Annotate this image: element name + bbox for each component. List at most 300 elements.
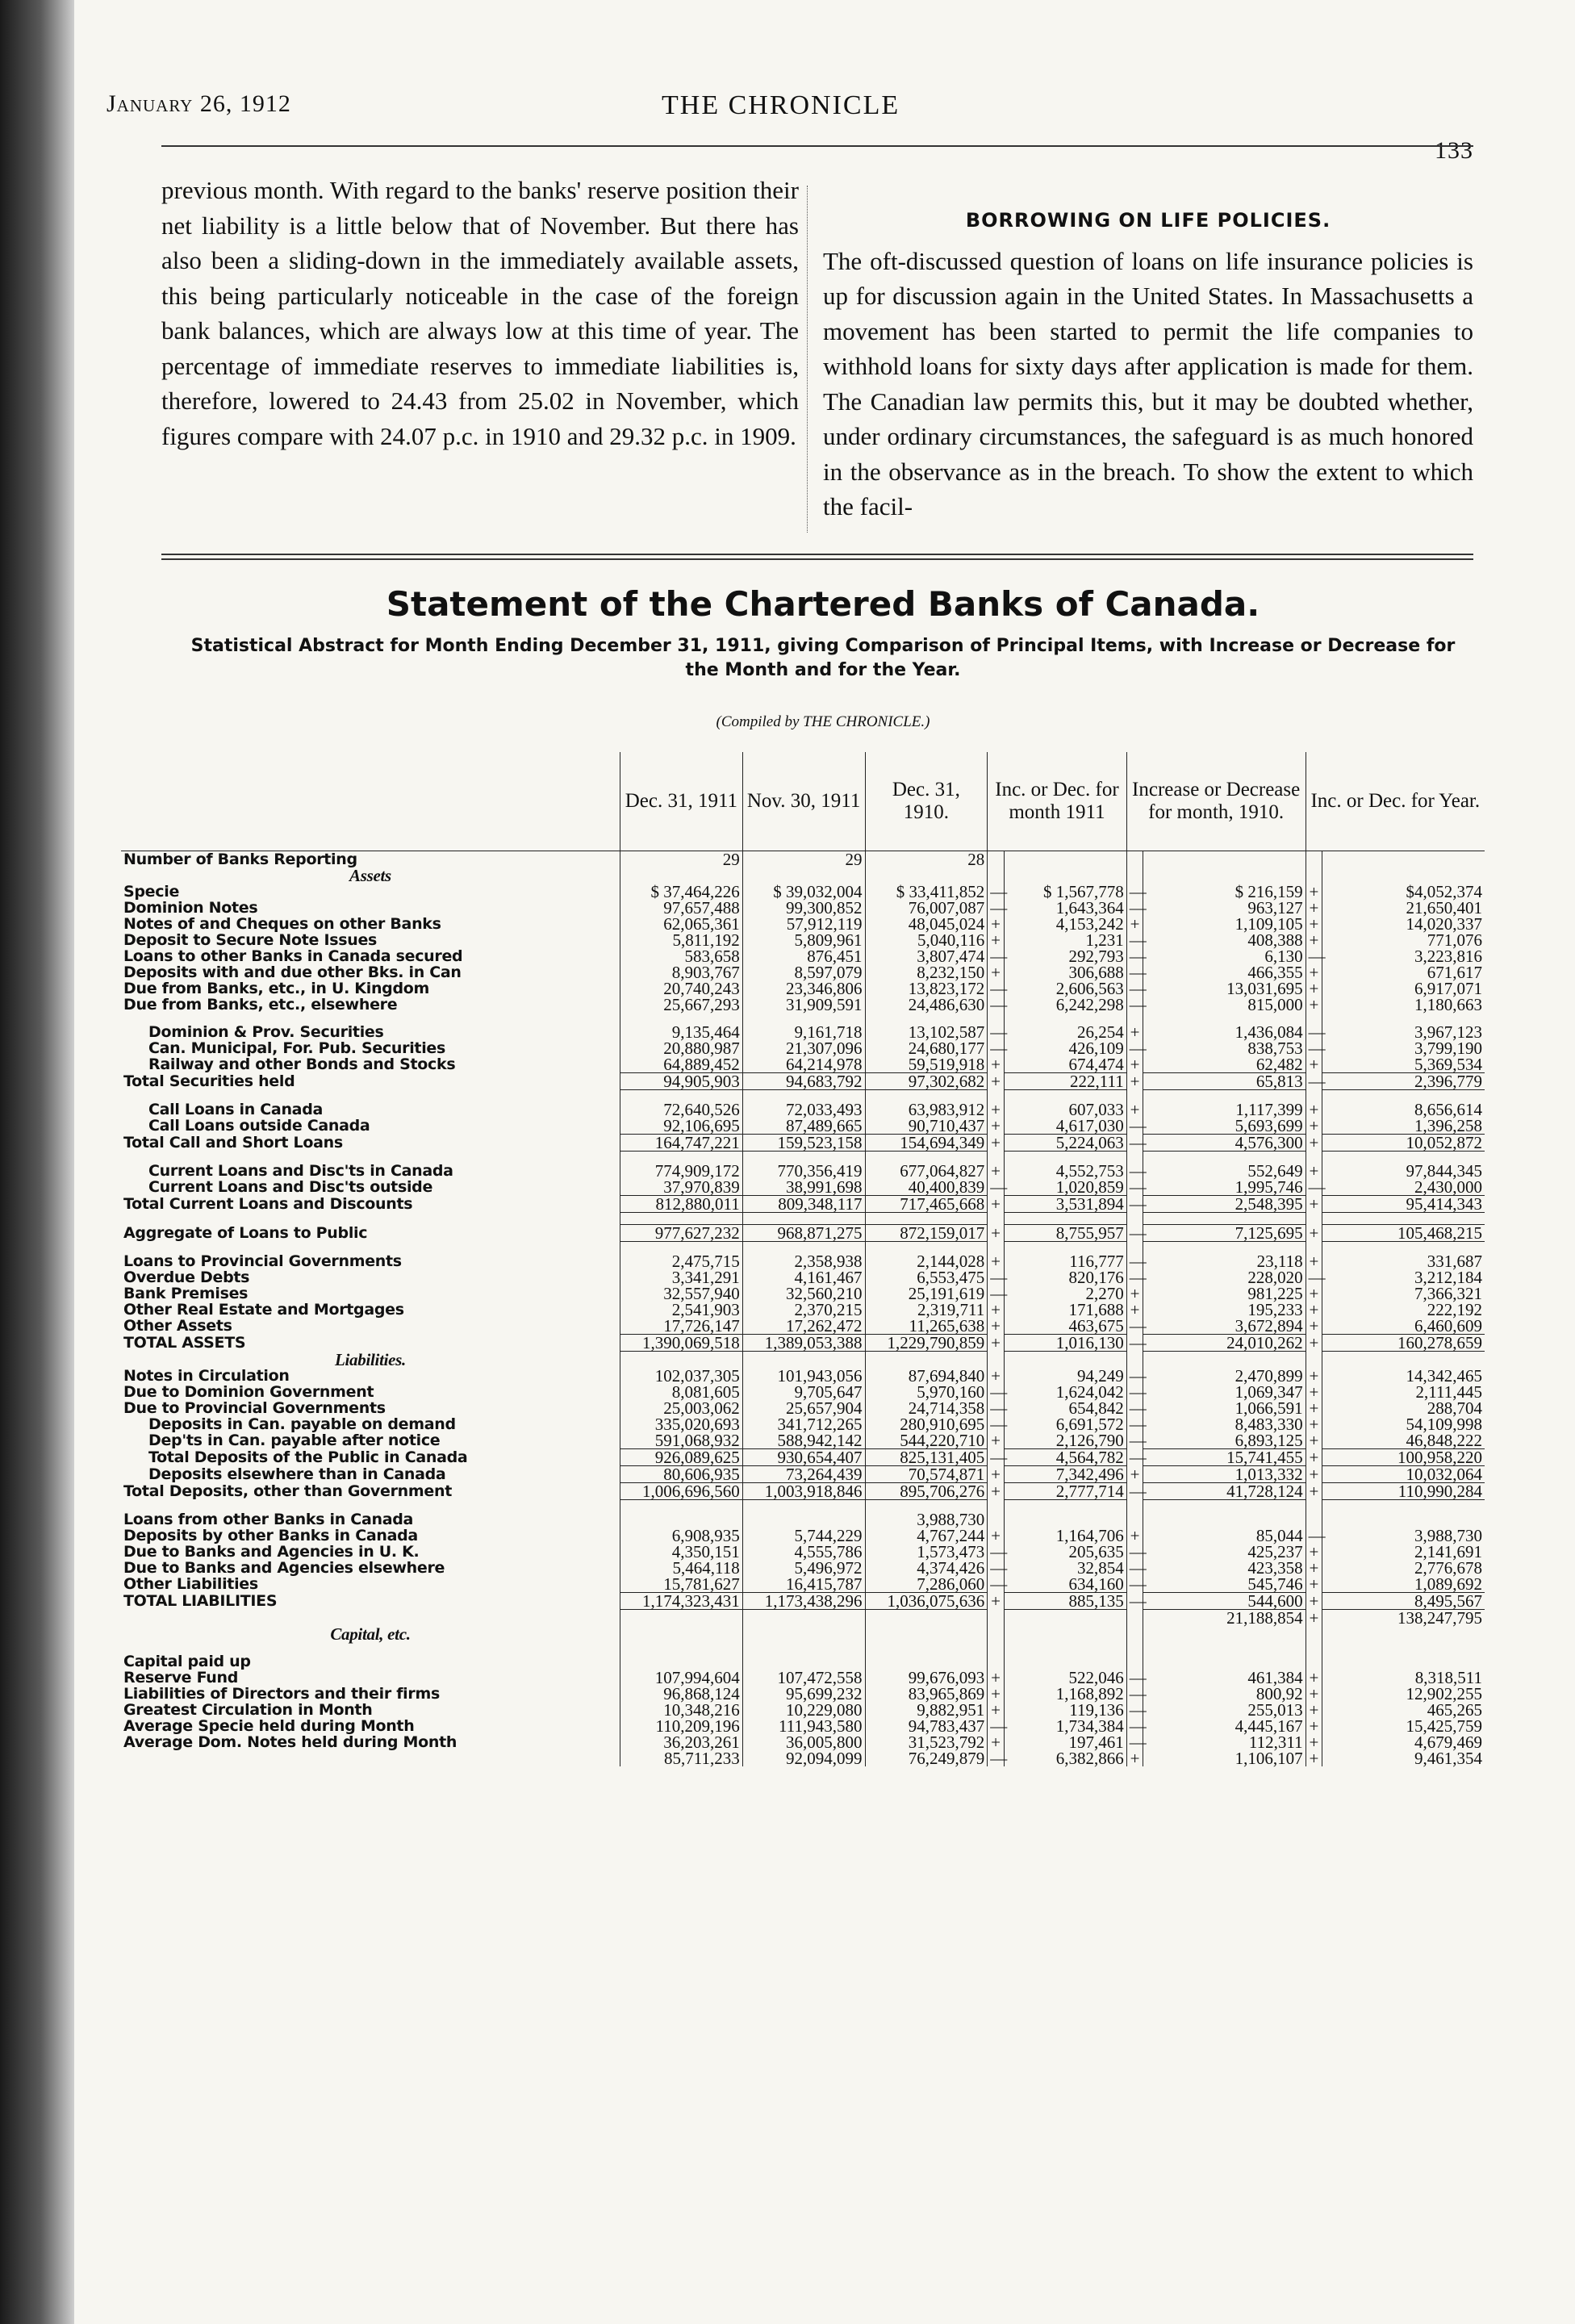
spacer-cell bbox=[121, 1242, 620, 1254]
value-cell: 90,710,437 bbox=[865, 1118, 988, 1135]
value-cell: 80,606,935 bbox=[620, 1466, 743, 1483]
article bbox=[823, 203, 1473, 525]
row-label: Aggregate of Loans to Public bbox=[123, 1224, 368, 1242]
value-cell: 4,617,030 bbox=[1004, 1118, 1126, 1135]
value-cell: 2,396,779 bbox=[1322, 1073, 1485, 1090]
value-cell: 1,390,069,518 bbox=[620, 1335, 743, 1352]
sign-cell: + bbox=[1126, 1528, 1143, 1544]
value-cell: 70,574,871 bbox=[865, 1466, 988, 1483]
sign-cell bbox=[1306, 851, 1322, 868]
value-cell: 73,264,439 bbox=[742, 1466, 865, 1483]
sign-cell bbox=[1126, 1511, 1143, 1528]
value-cell: 1,573,473 bbox=[865, 1544, 988, 1560]
sign-cell: + bbox=[1306, 1285, 1322, 1302]
value-cell: 5,369,534 bbox=[1322, 1056, 1485, 1073]
spacer-cell bbox=[121, 1013, 620, 1024]
row-label: Total Deposits, other than Government bbox=[123, 1482, 452, 1500]
book-spine-shadow bbox=[0, 0, 74, 2324]
value-cell: 32,854 bbox=[1004, 1560, 1126, 1576]
header-publication: THE CHRONICLE bbox=[662, 90, 900, 120]
table-row bbox=[121, 851, 1485, 868]
blank-cell bbox=[1322, 1352, 1485, 1369]
table-row bbox=[121, 884, 1485, 900]
value-cell: 76,249,879 bbox=[865, 1750, 988, 1766]
value-cell: 591,068,932 bbox=[620, 1432, 743, 1449]
sign-cell: + bbox=[988, 1335, 1005, 1352]
row-label: Due from Banks, etc., in U. Kingdom bbox=[123, 980, 430, 997]
table-row bbox=[121, 1040, 1485, 1056]
sign-cell: + bbox=[1126, 1056, 1143, 1073]
sign-cell: — bbox=[1126, 900, 1143, 916]
blank-cell bbox=[742, 1626, 865, 1642]
spacer-cell bbox=[1004, 1642, 1126, 1653]
row-label: Railway and other Bonds and Stocks bbox=[148, 1055, 456, 1074]
value-cell: 5,040,116 bbox=[865, 932, 988, 948]
sign-cell: — bbox=[1126, 1686, 1143, 1702]
blank-cell bbox=[865, 1626, 988, 1642]
value-cell: 825,131,405 bbox=[865, 1449, 988, 1466]
value-cell: 11,265,638 bbox=[865, 1318, 988, 1335]
sign-cell: — bbox=[1306, 1040, 1322, 1056]
value-cell: 800,92 bbox=[1143, 1686, 1306, 1702]
value-cell: 195,233 bbox=[1143, 1302, 1306, 1318]
spacer-cell bbox=[988, 1642, 1005, 1653]
value-cell: 48,045,024 bbox=[865, 916, 988, 932]
blank-cell bbox=[1004, 867, 1126, 884]
sign-cell: + bbox=[988, 1734, 1005, 1750]
value-cell: 102,037,305 bbox=[620, 1368, 743, 1384]
table-row bbox=[121, 1466, 1485, 1483]
value-cell: 14,020,337 bbox=[1322, 916, 1485, 932]
value-cell: 36,005,800 bbox=[742, 1734, 865, 1750]
sign-cell bbox=[1126, 1653, 1143, 1670]
value-cell: 205,635 bbox=[1004, 1544, 1126, 1560]
blank-cell bbox=[620, 867, 743, 884]
col-header-nov-1911: Nov. 30, 1911 bbox=[742, 752, 865, 851]
value-cell: 1,396,258 bbox=[1322, 1118, 1485, 1135]
value-cell bbox=[1322, 1511, 1485, 1528]
value-cell: 1,174,323,431 bbox=[620, 1593, 743, 1610]
table-row bbox=[121, 916, 1485, 932]
value-cell: 1,436,084 bbox=[1143, 1024, 1306, 1040]
value-cell: 6,893,125 bbox=[1143, 1432, 1306, 1449]
value-cell: 83,965,869 bbox=[865, 1686, 988, 1702]
value-cell: 62,482 bbox=[1143, 1056, 1306, 1073]
sign-cell: — bbox=[988, 1544, 1005, 1560]
row-label: Dep'ts in Can. payable after notice bbox=[148, 1432, 441, 1450]
sign-cell: + bbox=[1126, 1302, 1143, 1318]
sign-cell: + bbox=[1306, 1449, 1322, 1466]
value-cell: 5,693,699 bbox=[1143, 1118, 1306, 1135]
value-cell: 15,781,627 bbox=[620, 1576, 743, 1593]
value-cell: 62,065,361 bbox=[620, 916, 743, 932]
value-cell: 6,917,071 bbox=[1322, 980, 1485, 997]
sign-cell: — bbox=[988, 1718, 1005, 1734]
table-spacer-row bbox=[121, 1500, 1485, 1512]
value-cell: 6,553,475 bbox=[865, 1269, 988, 1285]
value-cell: 2,776,678 bbox=[1322, 1560, 1485, 1576]
sign-cell: + bbox=[1306, 916, 1322, 932]
sign-cell: + bbox=[1306, 900, 1322, 916]
spacer-cell bbox=[121, 1090, 620, 1102]
table-row bbox=[121, 948, 1485, 964]
col-header-year: Inc. or Dec. for Year. bbox=[1306, 752, 1485, 851]
value-cell: 463,675 bbox=[1004, 1318, 1126, 1335]
sign-cell: — bbox=[1306, 1179, 1322, 1196]
sign-cell: + bbox=[1306, 980, 1322, 997]
sign-cell: + bbox=[1306, 1056, 1322, 1073]
value-cell: 677,064,827 bbox=[865, 1163, 988, 1179]
value-cell: 1,168,892 bbox=[1004, 1686, 1126, 1702]
sign-cell bbox=[988, 1653, 1005, 1670]
value-cell: 111,943,580 bbox=[742, 1718, 865, 1734]
value-cell: $ 33,411,852 bbox=[865, 884, 988, 900]
blank-cell bbox=[1126, 867, 1143, 884]
value-cell: 552,649 bbox=[1143, 1163, 1306, 1179]
value-cell: 110,209,196 bbox=[620, 1718, 743, 1734]
table-row bbox=[121, 1179, 1485, 1196]
sign-cell: — bbox=[1126, 1734, 1143, 1750]
value-cell: 1,229,790,859 bbox=[865, 1335, 988, 1352]
value-cell: 1,643,364 bbox=[1004, 900, 1126, 916]
value-cell: 6,242,298 bbox=[1004, 997, 1126, 1013]
value-cell: 105,468,215 bbox=[1322, 1225, 1485, 1242]
value-cell: 9,882,951 bbox=[865, 1702, 988, 1718]
sign-cell: + bbox=[1306, 1368, 1322, 1384]
table-row bbox=[121, 1163, 1485, 1179]
value-cell: 634,160 bbox=[1004, 1576, 1126, 1593]
value-cell bbox=[1004, 1653, 1126, 1670]
value-cell: 94,249 bbox=[1004, 1368, 1126, 1384]
col-header-dec-1911: Dec. 31, 1911 bbox=[620, 752, 743, 851]
value-cell: 1,117,399 bbox=[1143, 1101, 1306, 1118]
value-cell: 2,541,903 bbox=[620, 1302, 743, 1318]
value-cell: 31,909,591 bbox=[742, 997, 865, 1013]
table-row bbox=[121, 1702, 1485, 1718]
section-label: Liabilities. bbox=[335, 1349, 406, 1369]
row-label: Call Loans outside Canada bbox=[148, 1117, 370, 1135]
section-label: Assets bbox=[349, 866, 391, 885]
value-cell: 94,683,792 bbox=[742, 1073, 865, 1090]
sign-cell: + bbox=[1306, 932, 1322, 948]
value-cell: 5,970,160 bbox=[865, 1384, 988, 1400]
table-row bbox=[121, 1718, 1485, 1734]
value-cell: 1,106,107 bbox=[1143, 1750, 1306, 1766]
intro-text: previous month. With regard to the banks' reserve position their net liability is a little below that of November. But there has also been a sliding-down in the immediately available assets, this being particularly noticeable in the case of the foreign bank balances, which are always low at this time of year. The percentage of immediate reserves to immediate liabilities is, therefore, lowered to 24.43 from 25.02 in November, which figures compare with 24.07 p.c. in 1910 and 29.32 p.c. in 1909. bbox=[161, 176, 799, 450]
value-cell: 7,342,496 bbox=[1004, 1466, 1126, 1483]
value-cell: 97,302,682 bbox=[865, 1073, 988, 1090]
value-cell: 838,753 bbox=[1143, 1040, 1306, 1056]
value-cell: 110,990,284 bbox=[1322, 1483, 1485, 1500]
table-row bbox=[121, 1734, 1485, 1750]
value-cell: 85,711,233 bbox=[620, 1750, 743, 1766]
row-label: Total Current Loans and Discounts bbox=[123, 1195, 413, 1213]
table-row bbox=[121, 1610, 1485, 1627]
value-cell: 25,191,619 bbox=[865, 1285, 988, 1302]
sign-cell bbox=[988, 1610, 1005, 1627]
sign-cell: — bbox=[988, 980, 1005, 997]
sign-cell: + bbox=[1306, 1686, 1322, 1702]
table-subtitle: Statistical Abstract for Month Ending December 31, 1911, giving Comparison of Principal Items, with Increase or Decrease for the Month and for the Year. bbox=[190, 636, 1456, 680]
blank-cell bbox=[988, 867, 1005, 884]
sign-cell: — bbox=[1126, 1384, 1143, 1400]
value-cell: 8,903,767 bbox=[620, 964, 743, 980]
row-label: Total Deposits of the Public in Canada bbox=[148, 1448, 468, 1466]
table-row bbox=[121, 1285, 1485, 1302]
section-rule bbox=[161, 554, 1473, 555]
value-cell: 21,188,854 bbox=[1143, 1610, 1306, 1627]
sign-cell: — bbox=[1126, 1432, 1143, 1449]
sign-cell: + bbox=[1306, 1416, 1322, 1432]
spacer-cell bbox=[1143, 1500, 1306, 1512]
sign-cell: — bbox=[988, 1416, 1005, 1432]
value-cell: 288,704 bbox=[1322, 1400, 1485, 1416]
sign-cell: + bbox=[1306, 1318, 1322, 1335]
sign-cell: — bbox=[988, 1384, 1005, 1400]
value-cell: 3,212,184 bbox=[1322, 1269, 1485, 1285]
sign-cell: + bbox=[1306, 1610, 1322, 1627]
value-cell: 3,223,816 bbox=[1322, 948, 1485, 964]
value-cell: 171,688 bbox=[1004, 1302, 1126, 1318]
row-label: Current Loans and Disc'ts in Canada bbox=[148, 1162, 453, 1180]
spacer-cell bbox=[121, 1213, 620, 1225]
row-label: Other Real Estate and Mortgages bbox=[123, 1301, 404, 1319]
sign-cell: + bbox=[1306, 1196, 1322, 1213]
value-cell: 4,767,244 bbox=[865, 1528, 988, 1544]
value-cell: 4,161,467 bbox=[742, 1269, 865, 1285]
table-section-row bbox=[121, 1626, 1485, 1642]
value-cell: 9,135,464 bbox=[620, 1024, 743, 1040]
value-cell: 1,069,347 bbox=[1143, 1384, 1306, 1400]
value-cell: 138,247,795 bbox=[1322, 1610, 1485, 1627]
sign-cell: + bbox=[1306, 997, 1322, 1013]
sign-cell: + bbox=[1306, 1302, 1322, 1318]
value-cell: 4,350,151 bbox=[620, 1544, 743, 1560]
value-cell: 2,358,938 bbox=[742, 1253, 865, 1269]
value-cell: 522,046 bbox=[1004, 1670, 1126, 1686]
row-label: Capital paid up bbox=[123, 1653, 251, 1670]
value-cell: 87,694,840 bbox=[865, 1368, 988, 1384]
sign-cell: — bbox=[1126, 1368, 1143, 1384]
row-label: Notes of and Cheques on other Banks bbox=[123, 915, 441, 933]
value-cell: 1,624,042 bbox=[1004, 1384, 1126, 1400]
value-cell: 17,262,472 bbox=[742, 1318, 865, 1335]
row-label: Total Securities held bbox=[123, 1072, 295, 1090]
sign-cell: + bbox=[988, 1318, 1005, 1335]
value-cell: 4,679,469 bbox=[1322, 1734, 1485, 1750]
blank-cell bbox=[1306, 1626, 1322, 1642]
value-cell: $4,052,374 bbox=[1322, 884, 1485, 900]
value-cell: 10,052,872 bbox=[1322, 1135, 1485, 1152]
value-cell: 583,658 bbox=[620, 948, 743, 964]
value-cell bbox=[1143, 1653, 1306, 1670]
value-cell: 8,483,330 bbox=[1143, 1416, 1306, 1432]
value-cell: 544,220,710 bbox=[865, 1432, 988, 1449]
sign-cell: + bbox=[988, 1163, 1005, 1179]
row-label: Average Dom. Notes held during Month bbox=[123, 1733, 457, 1751]
article-text: The oft-discussed question of loans on life insurance policies is up for discussion again in the United States. In Massachusetts a movement has been started to permit the life companies to withhold loans for sixty days after application is made for them. The Canadian law permits this, but it may be doubted whether, under ordinary circumstances, the safeguard is as much honored in the observance as in the breach. To show the extent to which the facil- bbox=[823, 246, 1473, 520]
spacer-cell bbox=[121, 1152, 620, 1164]
value-cell: 8,597,079 bbox=[742, 964, 865, 980]
value-cell: 64,889,452 bbox=[620, 1056, 743, 1073]
value-cell: $ 37,464,226 bbox=[620, 884, 743, 900]
value-cell bbox=[1322, 1653, 1485, 1670]
intro-paragraph bbox=[161, 173, 799, 454]
value-cell: 771,076 bbox=[1322, 932, 1485, 948]
value-cell: 425,237 bbox=[1143, 1544, 1306, 1560]
table-row bbox=[121, 1269, 1485, 1285]
sign-cell: — bbox=[988, 1576, 1005, 1593]
sign-cell: — bbox=[1126, 932, 1143, 948]
sign-cell: — bbox=[1126, 1416, 1143, 1432]
value-cell: 164,747,221 bbox=[620, 1135, 743, 1152]
value-cell: 94,905,903 bbox=[620, 1073, 743, 1090]
blank-cell bbox=[1004, 1352, 1126, 1369]
table-row bbox=[121, 1528, 1485, 1544]
row-label: TOTAL ASSETS bbox=[123, 1334, 246, 1352]
value-cell: 9,705,647 bbox=[742, 1384, 865, 1400]
value-cell bbox=[742, 1610, 865, 1627]
value-cell: 46,848,222 bbox=[1322, 1432, 1485, 1449]
sign-cell bbox=[988, 1511, 1005, 1528]
value-cell: 15,425,759 bbox=[1322, 1718, 1485, 1734]
sign-cell: — bbox=[988, 1449, 1005, 1466]
value-cell: 981,225 bbox=[1143, 1285, 1306, 1302]
value-cell: 37,970,839 bbox=[620, 1179, 743, 1196]
row-label: Deposits by other Banks in Canada bbox=[123, 1527, 418, 1544]
sign-cell: + bbox=[988, 964, 1005, 980]
value-cell: 24,486,630 bbox=[865, 997, 988, 1013]
table-row bbox=[121, 1335, 1485, 1352]
value-cell: 671,617 bbox=[1322, 964, 1485, 980]
value-cell: 23,346,806 bbox=[742, 980, 865, 997]
sign-cell: + bbox=[1126, 916, 1143, 932]
value-cell: 423,358 bbox=[1143, 1560, 1306, 1576]
value-cell: 95,414,343 bbox=[1322, 1196, 1485, 1213]
value-cell: 119,136 bbox=[1004, 1702, 1126, 1718]
sign-cell: — bbox=[988, 1750, 1005, 1766]
value-cell: 29 bbox=[620, 851, 743, 868]
row-label: Specie bbox=[123, 883, 180, 901]
sign-cell: + bbox=[988, 1432, 1005, 1449]
value-cell: 1,164,706 bbox=[1004, 1528, 1126, 1544]
row-label: Overdue Debts bbox=[123, 1269, 250, 1286]
value-cell: 3,341,291 bbox=[620, 1269, 743, 1285]
sign-cell: + bbox=[1306, 1432, 1322, 1449]
value-cell: 59,519,918 bbox=[865, 1056, 988, 1073]
value-cell: 2,470,899 bbox=[1143, 1368, 1306, 1384]
value-cell: 26,254 bbox=[1004, 1024, 1126, 1040]
value-cell: 1,066,591 bbox=[1143, 1400, 1306, 1416]
sign-cell: + bbox=[1306, 1135, 1322, 1152]
table-title: Statement of the Chartered Banks of Canada. bbox=[386, 584, 1260, 624]
blank-cell bbox=[865, 1352, 988, 1369]
table-row bbox=[121, 1073, 1485, 1090]
value-cell: 24,680,177 bbox=[865, 1040, 988, 1056]
col-header-dec-1910: Dec. 31, 1910. bbox=[865, 752, 988, 851]
value-cell: 280,910,695 bbox=[865, 1416, 988, 1432]
value-cell: 2,270 bbox=[1004, 1285, 1126, 1302]
sign-cell: + bbox=[988, 1135, 1005, 1152]
spacer-cell bbox=[742, 1500, 865, 1512]
sign-cell: — bbox=[1126, 1718, 1143, 1734]
blank-cell bbox=[1306, 867, 1322, 884]
sign-cell: — bbox=[1126, 1135, 1143, 1152]
sign-cell: — bbox=[1126, 1318, 1143, 1335]
sign-cell: — bbox=[1306, 1073, 1322, 1090]
sign-cell: — bbox=[1126, 1544, 1143, 1560]
sign-cell: — bbox=[1126, 1593, 1143, 1610]
sign-cell: + bbox=[988, 1302, 1005, 1318]
value-cell: 1,013,332 bbox=[1143, 1466, 1306, 1483]
sign-cell: + bbox=[1306, 1118, 1322, 1135]
table-body bbox=[121, 851, 1485, 1767]
table-row bbox=[121, 1118, 1485, 1135]
table-row bbox=[121, 1511, 1485, 1528]
value-cell: 99,676,093 bbox=[865, 1670, 988, 1686]
value-cell: 222,192 bbox=[1322, 1302, 1485, 1318]
spacer-cell bbox=[1126, 1500, 1143, 1512]
sign-cell: + bbox=[988, 1593, 1005, 1610]
sign-cell: — bbox=[1126, 1670, 1143, 1686]
row-label: Total Call and Short Loans bbox=[123, 1134, 343, 1152]
row-label: Call Loans in Canada bbox=[148, 1101, 324, 1118]
blank-cell bbox=[742, 867, 865, 884]
value-cell: 8,232,150 bbox=[865, 964, 988, 980]
sign-cell: + bbox=[1306, 1718, 1322, 1734]
value-cell: 17,726,147 bbox=[620, 1318, 743, 1335]
sign-cell: — bbox=[988, 1560, 1005, 1576]
value-cell: 3,988,730 bbox=[865, 1511, 988, 1528]
value-cell: 2,430,000 bbox=[1322, 1179, 1485, 1196]
value-cell: 8,318,511 bbox=[1322, 1670, 1485, 1686]
table-row bbox=[121, 1432, 1485, 1449]
row-label: TOTAL LIABILITIES bbox=[123, 1592, 278, 1610]
value-cell: 23,118 bbox=[1143, 1253, 1306, 1269]
sign-cell: + bbox=[1126, 1024, 1143, 1040]
value-cell: 3,988,730 bbox=[1322, 1528, 1485, 1544]
value-cell: 2,370,215 bbox=[742, 1302, 865, 1318]
row-label: Other Assets bbox=[123, 1317, 232, 1335]
sign-cell: — bbox=[988, 1269, 1005, 1285]
value-cell: 32,557,940 bbox=[620, 1285, 743, 1302]
value-cell: 774,909,172 bbox=[620, 1163, 743, 1179]
value-cell: 10,229,080 bbox=[742, 1702, 865, 1718]
value-cell: 92,094,099 bbox=[742, 1750, 865, 1766]
row-label: Loans from other Banks in Canada bbox=[123, 1511, 414, 1528]
value-cell: 25,657,904 bbox=[742, 1400, 865, 1416]
value-cell: 101,943,056 bbox=[742, 1368, 865, 1384]
value-cell: 292,793 bbox=[1004, 948, 1126, 964]
sign-cell: + bbox=[988, 1368, 1005, 1384]
sign-cell: — bbox=[1126, 964, 1143, 980]
value-cell: 97,657,488 bbox=[620, 900, 743, 916]
sign-cell: — bbox=[1126, 1702, 1143, 1718]
value-cell bbox=[742, 1511, 865, 1528]
value-cell: 2,319,711 bbox=[865, 1302, 988, 1318]
spacer-cell bbox=[1306, 1642, 1322, 1653]
value-cell: 1,231 bbox=[1004, 932, 1126, 948]
value-cell bbox=[1004, 1610, 1126, 1627]
value-cell: 5,809,961 bbox=[742, 932, 865, 948]
blank-cell bbox=[988, 1352, 1005, 1369]
sign-cell: — bbox=[1126, 1040, 1143, 1056]
value-cell: 107,994,604 bbox=[620, 1670, 743, 1686]
value-cell: 1,109,105 bbox=[1143, 916, 1306, 932]
value-cell: 1,995,746 bbox=[1143, 1179, 1306, 1196]
value-cell: 54,109,998 bbox=[1322, 1416, 1485, 1432]
row-label: Bank Premises bbox=[123, 1285, 249, 1302]
